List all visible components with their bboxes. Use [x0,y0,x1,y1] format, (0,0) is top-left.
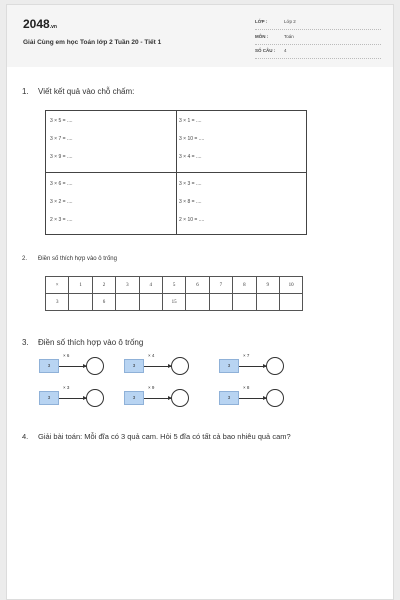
question-number: 2. [22,256,28,262]
question-number: 4. [22,432,29,441]
table-row [46,294,303,311]
start-number-box: 3 [39,391,59,405]
page-title: Giải Cùng em học Toán lớp 2 Tuần 20 - Tiết 1 [23,39,162,46]
answer-circle[interactable] [86,389,104,407]
q1-grid [45,110,307,235]
question-4 [22,432,291,441]
start-number-box: 3 [39,359,59,373]
answer-cell[interactable] [233,294,256,311]
arrow-icon [144,398,171,399]
question-text: Giải bài toán: Mỗi đĩa có 3 quả cam. Hỏi 5 đĩa có tất cả bao nhiêu quả cam? [38,432,291,441]
expression: 3 × 3 = .... [179,181,202,187]
meta-label: MÔN : [255,34,269,39]
answer-circle[interactable] [86,357,104,375]
question-2 [22,256,117,262]
worksheet-page [6,4,394,600]
worksheet-header [7,5,393,67]
expression: 3 × 5 = .... [50,118,73,124]
question-1 [22,87,134,96]
question-text: Điền số thích hợp vào ô trống [38,338,144,347]
expression: 3 × 4 = .... [179,154,202,160]
arrow-icon [59,366,86,367]
expression: 3 × 2 = .... [50,199,73,205]
question-number: 1. [22,87,29,96]
operation-label: × 8 [243,385,250,390]
answer-cell[interactable] [69,294,92,311]
operation-label: × 4 [148,353,155,358]
expression: 3 × 1 = .... [179,118,202,124]
answer-cell[interactable] [256,294,279,311]
operation-label: × 3 [63,385,70,390]
question-number: 3. [22,338,29,347]
table-cell: 4 [139,277,162,294]
expression: 3 × 6 = .... [50,181,73,187]
logo-text: 2048 [23,17,50,31]
answer-cell[interactable] [209,294,232,311]
operation-label: × 9 [148,385,155,390]
table-cell: 3 [116,277,139,294]
table-cell: × [46,277,69,294]
expression: 3 × 7 = .... [50,136,73,142]
table-cell: 7 [209,277,232,294]
table-cell: 1 [69,277,92,294]
meta-row-count [255,48,381,59]
arrow-icon [59,398,86,399]
answer-circle[interactable] [171,357,189,375]
site-logo[interactable] [23,17,57,31]
meta-row-subject [255,34,381,45]
table-cell: 10 [279,277,302,294]
operation-label: × 6 [63,353,70,358]
meta-row-class [255,19,381,30]
meta-value: 4 [284,48,287,53]
multiplication-table [45,276,303,311]
answer-circle[interactable] [266,357,284,375]
question-text: Điền số thích hợp vào ô trống [38,256,117,262]
arrow-icon [239,398,266,399]
arrow-icon [144,366,171,367]
answer-circle[interactable] [171,389,189,407]
expression: 2 × 3 = .... [50,217,73,223]
table-cell: 3 [46,294,69,311]
meta-label: SỐ CÂU : [255,48,276,53]
question-text: Viết kết quả vào chỗ chấm: [38,87,135,96]
expression: 3 × 10 = .... [179,136,205,142]
table-cell: 9 [256,277,279,294]
expression: 3 × 8 = .... [179,199,202,205]
table-cell: 6 [186,277,209,294]
expression: 2 × 10 = .... [179,217,205,223]
arrow-icon [239,366,266,367]
answer-cell[interactable] [186,294,209,311]
expression: 3 × 9 = .... [50,154,73,160]
table-cell: 6 [92,294,115,311]
logo-tld: .vn [49,24,57,30]
table-cell: 15 [162,294,185,311]
start-number-box: 3 [124,391,144,405]
meta-label: LỚP : [255,19,268,24]
meta-value: Lớp 2 [284,19,296,24]
start-number-box: 3 [219,359,239,373]
answer-circle[interactable] [266,389,284,407]
table-cell: 5 [162,277,185,294]
answer-cell[interactable] [139,294,162,311]
answer-cell[interactable] [116,294,139,311]
start-number-box: 3 [219,391,239,405]
start-number-box: 3 [124,359,144,373]
table-cell: 2 [92,277,115,294]
table-row [46,277,303,294]
meta-value: Toán [284,34,294,39]
grid-divider [46,172,306,173]
answer-cell[interactable] [279,294,302,311]
table-cell: 8 [233,277,256,294]
question-3 [22,338,143,347]
operation-label: × 7 [243,353,250,358]
